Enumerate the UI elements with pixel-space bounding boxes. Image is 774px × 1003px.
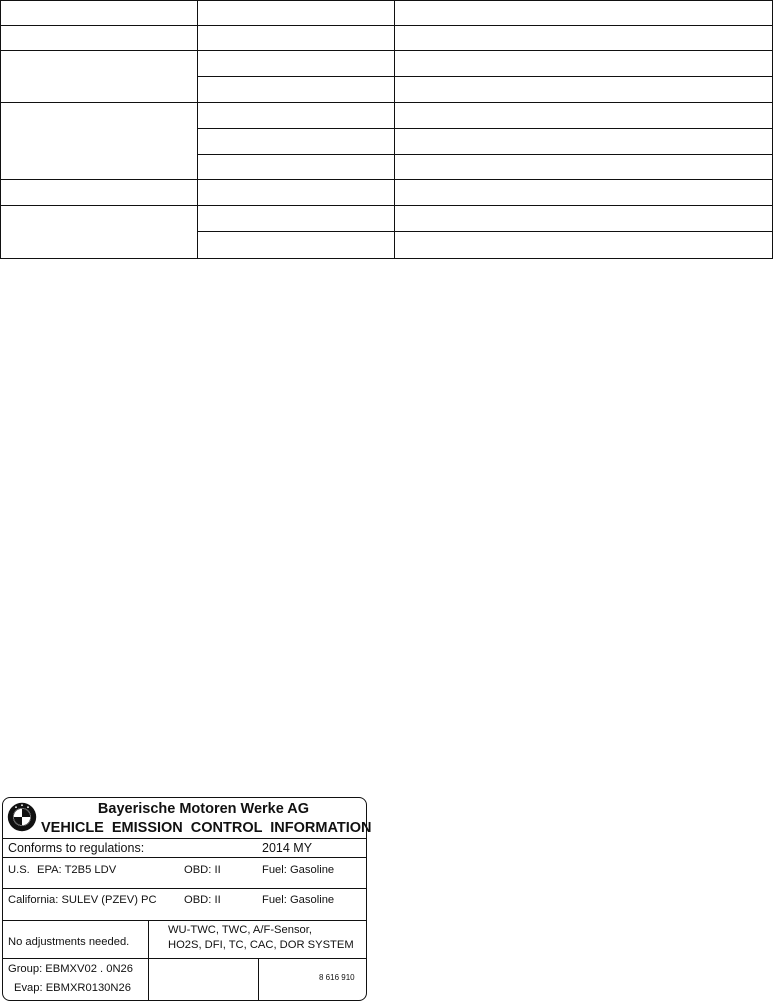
table-border-right	[772, 0, 773, 259]
california-standard: California: SULEV (PZEV) PC	[8, 894, 157, 906]
table-subrow-line	[197, 76, 773, 77]
table-subrow-line	[197, 128, 773, 129]
table-subrow-line	[197, 231, 773, 232]
label-column-divider	[148, 920, 149, 1000]
label-divider	[3, 857, 366, 858]
california-obd: OBD: II	[184, 894, 221, 906]
table-row-line	[0, 179, 773, 180]
us-obd: OBD: II	[184, 864, 221, 876]
label-column-divider	[258, 958, 259, 1000]
table-row-line	[0, 102, 773, 103]
california-fuel: Fuel: Gasoline	[262, 894, 335, 906]
empty-table	[0, 0, 774, 260]
table-row-line	[0, 0, 773, 1]
emission-control-label	[2, 797, 372, 1001]
table-row-line	[0, 50, 773, 51]
table-row-line	[0, 258, 773, 259]
table-border-left	[0, 0, 1, 259]
model-year: 2014 MY	[262, 841, 313, 855]
no-adjustments-text: No adjustments needed.	[8, 936, 130, 948]
part-number: 8 616 910	[319, 973, 355, 982]
table-row-line	[0, 25, 773, 26]
us-region: U.S.	[8, 864, 30, 876]
table-row-line	[0, 205, 773, 206]
evap-family: Evap: EBMXR0130N26	[14, 982, 131, 994]
table-column-divider	[197, 0, 198, 259]
table-subrow-line	[197, 154, 773, 155]
label-divider	[3, 958, 366, 959]
conforms-text: Conforms to regulations:	[8, 841, 145, 855]
emission-systems-line2: HO2S, DFI, TC, CAC, DOR SYSTEM	[168, 939, 354, 951]
company-name: Bayerische Motoren Werke AG	[97, 801, 310, 817]
label-divider	[3, 838, 366, 839]
label-divider	[3, 888, 366, 889]
table-column-divider	[394, 0, 395, 259]
label-headline: VEHICLE EMISSION CONTROL INFORMATION	[41, 820, 372, 836]
us-epa-standard: EPA: T2B5 LDV	[37, 864, 117, 876]
us-fuel: Fuel: Gasoline	[262, 864, 335, 876]
emission-systems-line1: WU-TWC, TWC, A/F-Sensor,	[168, 924, 312, 936]
label-divider	[3, 920, 366, 921]
engine-group: Group: EBMXV02 . 0N26	[8, 963, 133, 975]
